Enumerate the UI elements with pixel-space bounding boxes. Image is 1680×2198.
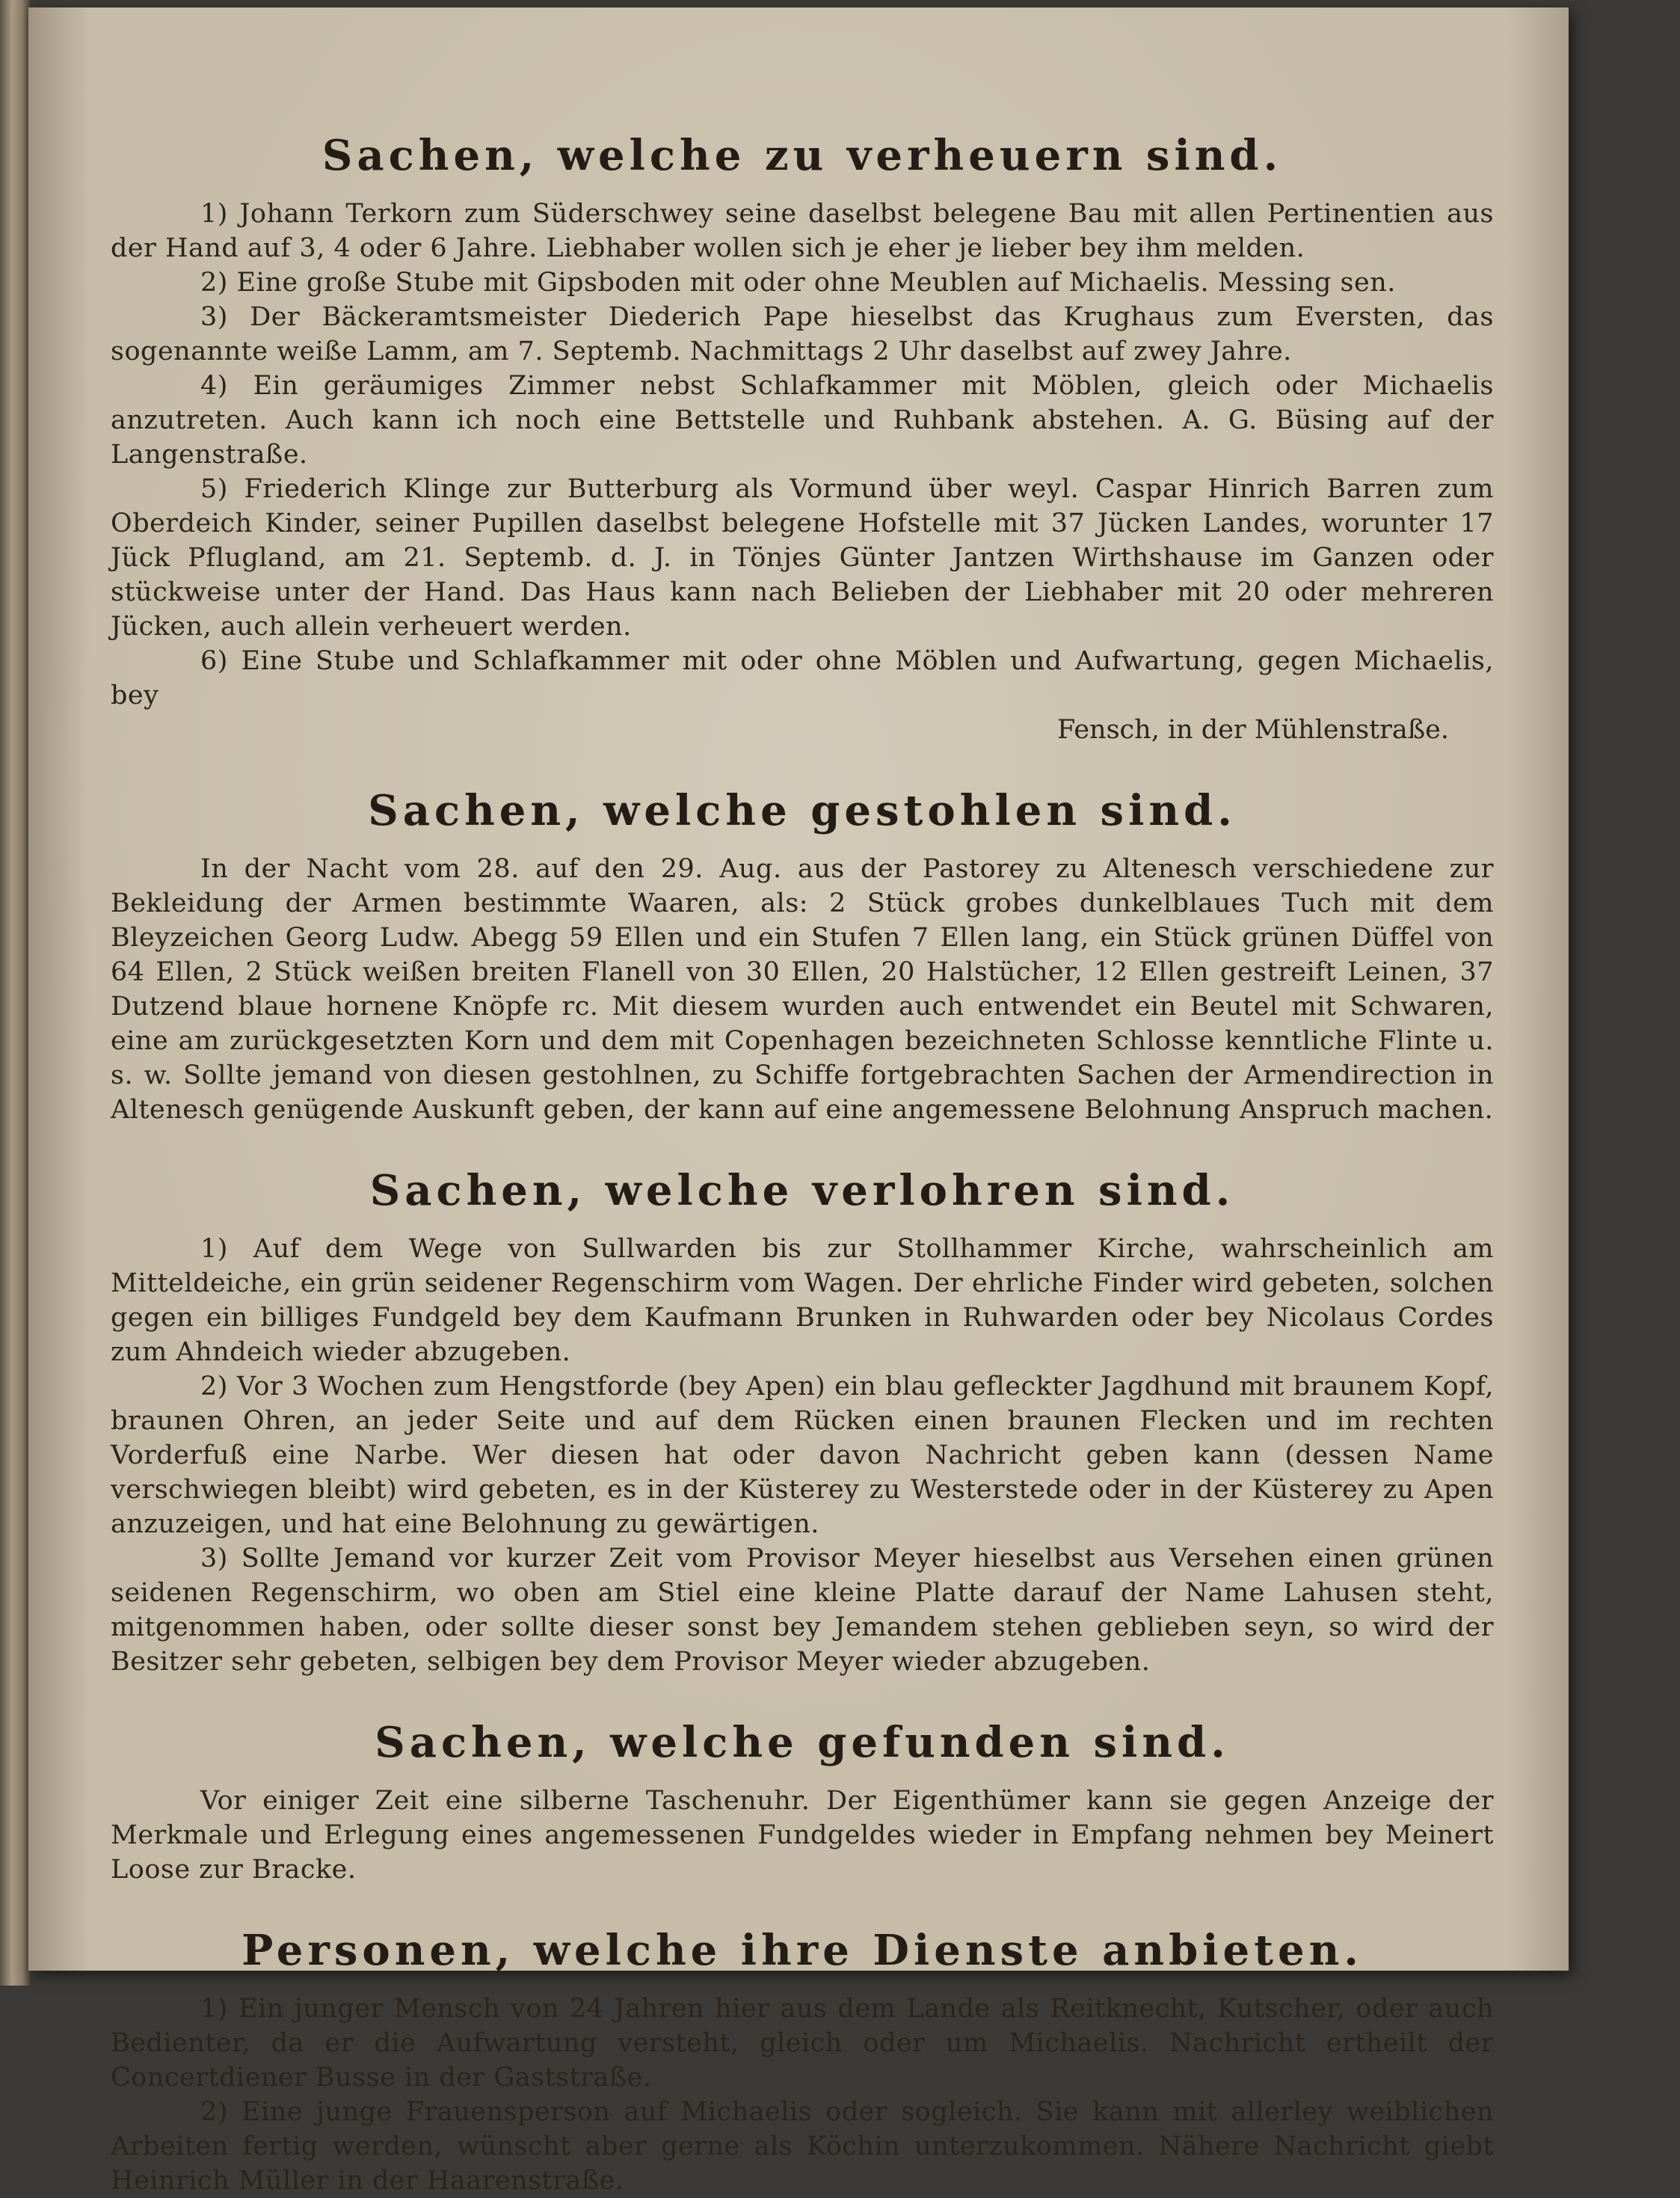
- section-title-verlohren: Sachen, welche verlohren sind.: [369, 1166, 1235, 1215]
- notice-paragraph: 1) Auf dem Wege von Sullwarden bis zur Stollhammer Kirche, wahrscheinlich am Mitteldeiche, ein grün seidener Regenschirm vom Wagen. Der ehrliche Finder wird gebeten, solchen gegen ein billiges Fundgeld bey dem Kaufmann Brunken in Ruhwarden oder bey Nicolaus Cordes zum Ahndeich wieder abzugeben.: [111, 1234, 1494, 1367]
- page-text: [111, 131, 1494, 2198]
- notice-paragraph: Vor einiger Zeit eine silberne Taschenuhr. Der Eigenthümer kann sie gegen Anzeige der Merkmale und Erlegung eines angemessenen Fundgeldes wieder in Empfang nehmen bey Meinert Loose zur Bracke.: [111, 1786, 1494, 1885]
- facing-page-edge: [0, 0, 30, 1986]
- notice-paragraph: 2) Vor 3 Wochen zum Hengstforde (bey Apen) ein blau gefleckter Jagdhund mit braunem Kopf, braunen Ohren, an jeder Seite und auf dem Rücken einen braunen Flecken und im rechten Vorderfuß eine Narbe. Wer diesen hat oder davon Nachricht geben kann (dessen Name verschwiegen bleibt) wird gebeten, es in der Küsterey zu Westerstede oder in der Küsterey zu Apen anzuzeigen, und hat eine Belohnung zu gewärtigen.: [111, 1372, 1494, 1539]
- notice-paragraph: 3) Der Bäckeramtsmeister Diederich Pape hieselbst das Krughaus zum Eversten, das sogenannte weiße Lamm, am 7. Septemb. Nachmittags 2 Uhr daselbst auf zwey Jahre.: [111, 302, 1494, 366]
- notice-paragraph: 2) Eine große Stube mit Gipsboden mit oder ohne Meublen auf Michaelis. Messing sen.: [200, 268, 1396, 298]
- notice-paragraph: 2) Eine junge Frauensperson auf Michaelis oder sogleich. Sie kann mit allerley weiblichen Arbeiten fertig werden, wünscht aber gerne als Köchin unterzukommen. Nähere Nachricht giebt Heinrich Müller in der Haarenstraße.: [111, 2097, 1494, 2196]
- notice-signature: Fensch, in der Mühlenstraße.: [1056, 715, 1449, 745]
- notice-paragraph: 4) Ein geräumiges Zimmer nebst Schlafkammer mit Möblen, gleich oder Michaelis anzutreten. Auch kann ich noch eine Bettstelle und Ruhbank abstehen. A. G. Büsing auf der Langenstraße.: [111, 371, 1494, 470]
- notice-paragraph: 1) Ein junger Mensch von 24 Jahren hier aus dem Lande als Reitknecht, Kutscher, oder auch Bedienter, da er die Aufwartung versteht, gleich oder um Michaelis. Nachricht ertheilt der Concertdiener Busse in der Gaststraße.: [111, 1994, 1494, 2093]
- section-title-gestohlen: Sachen, welche gestohlen sind.: [368, 786, 1237, 835]
- section-title-gefunden: Sachen, welche gefunden sind.: [375, 1718, 1230, 1767]
- notice-paragraph: 1) Johann Terkorn zum Süderschwey seine daselbst belegene Bau mit allen Pertinentien aus der Hand auf 3, 4 oder 6 Jahre. Liebhaber wollen sich je eher je lieber bey ihm melden.: [111, 199, 1494, 263]
- notice-paragraph: 3) Sollte Jemand vor kurzer Zeit vom Provisor Meyer hieselbst aus Versehen einen grünen seidenen Regenschirm, wo oben am Stiel eine kleine Platte darauf der Name Lahusen steht, mitgenommen haben, oder sollte dieser sonst bey Jemandem stehen geblieben seyn, so wird der Besitzer sehr gebeten, selbigen bey dem Provisor Meyer wieder abzugeben.: [111, 1544, 1494, 1677]
- notice-paragraph: In der Nacht vom 28. auf den 29. Aug. aus der Pastorey zu Altenesch verschiedene zur Bekleidung der Armen bestimmte Waaren, als: 2 Stück grobes dunkelblaues Tuch mit dem Bleyzeichen Georg Ludw. Abegg 59 Ellen und ein Stufen 7 Ellen lang, ein Stück grünen Düffel von 64 Ellen, 2 Stück weißen breiten Flanell von 30 Ellen, 20 Halstücher, 12 Ellen gestreift Leinen, 37 Dutzend blaue hornene Knöpfe rc. Mit diesem wurden auch entwendet ein Beutel mit Schwaren, eine am zurückgesetzten Korn und dem mit Copenhagen bezeichneten Schlosse kenntliche Flinte u. s. w. Sollte jemand von diesen gestohlnen, zu Schiffe fortgebrachten Sachen der Armendirection in Altenesch genügende Auskunft geben, der kann auf eine angemessene Belohnung Anspruch machen.: [111, 854, 1494, 1125]
- section-title-verheuern: Sachen, welche zu verheuern sind.: [321, 131, 1283, 180]
- section-title-dienste: Personen, welche ihre Dienste anbieten.: [241, 1926, 1363, 1975]
- document-page: [28, 7, 1569, 2196]
- notice-paragraph: 5) Friederich Klinge zur Butterburg als Vormund über weyl. Caspar Hinrich Barren zum Oberdeich Kinder, seiner Pupillen daselbst belegene Hofstelle mit 37 Jücken Landes, worunter 17 Jück Pflugland, am 21. Septemb. d. J. in Tönjes Günter Jantzen Wirthshause im Ganzen oder stückweise unter der Hand. Das Haus kann nach Belieben der Liebhaber mit 20 oder mehreren Jücken, auch allein verheuert werden.: [111, 474, 1494, 642]
- notice-paragraph: 6) Eine Stube und Schlafkammer mit oder ohne Möblen und Aufwartung, gegen Michaelis, bey: [111, 646, 1494, 710]
